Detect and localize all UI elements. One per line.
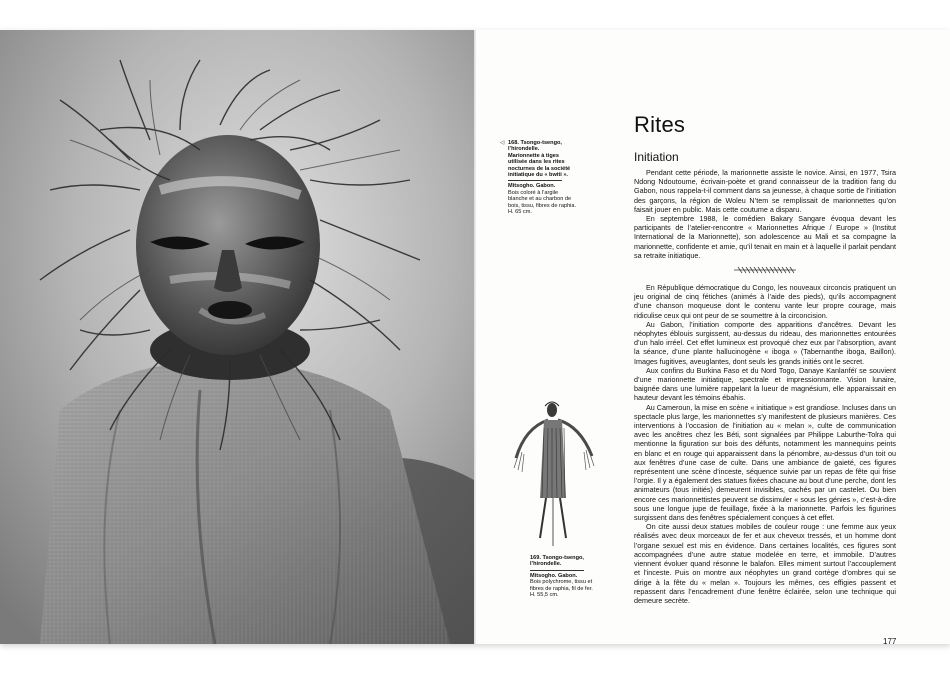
puppet-illustration (0, 30, 474, 644)
paragraph: Aux confins du Burkina Faso et du Nord Togo, Danaye Kanlanféï se souvient d’une marionnette initiatique, spectrale et impressionnante. Vision lunaire, baignée dans une lumière rappelant la lueur de magnésium, elle apparaissait en hauteur devant les témoins ébahis. (634, 365, 896, 403)
caption-168-rule (508, 180, 562, 181)
caption-169-title: 169. Tsongo-tsengo, l’hirondelle. (530, 555, 584, 568)
body-text-top (634, 168, 896, 260)
ornament-divider (732, 266, 798, 274)
paragraph: Au Gabon, l’initiation comporte des apparitions d’ancêtres. Devant les néophytes éblouis surgissent, au-dessus du rideau, des marionnettes entourées d’un halo irréel. Cet effet lumineux est provoqué chez eux par l’absorption, avant la séance, d’une plante hallucinogène « iboga » (Tabernanthe iboga, Baillon). Images fugitives, aveuglantes, dont seuls les grands initiés ont le secret. (634, 319, 896, 366)
section-title: Rites (634, 112, 686, 137)
left-page (0, 30, 476, 644)
caption-168 (500, 140, 578, 216)
small-puppet-illustration (510, 398, 600, 548)
page-number: 177 (883, 637, 897, 646)
caption-169-height: H. 55,5 cm. (530, 592, 559, 599)
puppet-photo-small (510, 398, 600, 548)
paragraph: Pendant cette période, la marionnette assiste le novice. Ainsi, en 1977, Tsira Ndong Ndoutoume, écrivain-poète et grand connaisseur de la tradition fang du Gabon, nous rappela-t-il comment dans sa jeunesse, à chaque sortie de l’initiation des garçons, la région de Woleu N’tem se remplissait de marionnettes qu’on faisait jouer en public. Mais cette coutume a disparu. (634, 168, 896, 214)
caption-169-rule (530, 570, 584, 571)
caption-168-materials: Bois coloré à l’argile blanche et au charbon de bois, tissu, fibres de raphia. (508, 189, 577, 209)
paragraph: Au Cameroun, la mise en scène « initiatique » est grandiose. Incluses dans un spectacle plus large, les marionnettes s’y manifestent de plusieurs manières. Ces interventions à l’occasion de l’initiation au « melan », culte de communication avec les ancêtres chez les Béti, sont signalées par Philippe Laburthe-Tolra qui mentionne la figuration sur bois des défunts, notamment les mannequins peints en blanc et en rouge qui apparaissent dans la pénombre, au-dessus d’un toit ou aux fenêtres d’une case de culte. Dans une ambiance de gaieté, ces figures représentent une scène d’inceste, séquence suivie par un repas de fête qui frise l’orgie. Il y a également des statues fixées chacune au bout d’une perche, dont les animateurs (tous initiés) demeurent invisibles, cachés par un castelet. Ou bien encore ces marionnettistes peuvent se dissimuler « sous les génies », c’est-à-dire sous une longue jupe de feuillage, fixée à la marionnette. Parfois les figurines surgissent dans des fenêtres spécialement conçues à cet effet. (634, 402, 896, 523)
section-subtitle: Initiation (634, 150, 679, 164)
caption-169 (530, 555, 604, 598)
caption-168-desc: Marionnette à tiges utilisée dans les rites nocturnes de la société initiatique du « bwiti ». (508, 152, 571, 179)
caption-169-materials: Bois polychrome, tissu et fibres de raphia, fil de fer. (530, 579, 593, 592)
paragraph: On cite aussi deux statues mobiles de couleur rouge : une femme aux yeux réalisés avec deux morceaux de fer et aux cheveux tressés, et un homme dont l’organe sexuel est mis en évidence. Dans certaines localités, ces figures sont accompagnées d’une autre statue modelée en terre, et immobile. D’autres viennent évoluer quand résonne le balafon. Elles miment surtout l’accouplement et l’inceste. Puis on montre aux néophytes un grand cortège d’ombres qui se dirige à la fête du « melan ». Toujours les mêmes, ces effigies passent et repassent dans l’encadrement d’une fenêtre éclairée, selon une technique qui demeure secrète. (634, 522, 896, 605)
caption-168-height: H. 65 cm. (508, 209, 532, 216)
caption-arrow-icon: ◁ (500, 140, 505, 146)
book-spread (0, 30, 950, 644)
caption-169-origin: Mitsogho. Gabon. (530, 572, 578, 579)
body-text-bottom (634, 283, 896, 605)
paragraph: En septembre 1988, le comédien Bakary Sangare évoqua devant les participants de l’atelier-rencontre « Marionnettes Afrique / Europe » (Institut International de la Marionnette), son adolescence au Mali et sa compagne la marionnette, confidente et amie, qu’il tenait en main et à laquelle il parlait pendant sa retraite initiatique. (634, 214, 896, 260)
puppet-photo-large (0, 30, 474, 644)
caption-168-origin: Mitsogho. Gabon. (508, 183, 556, 190)
caption-168-title: 168. Tsongo-tsengo, l’hirondelle. (508, 140, 562, 153)
paragraph: En République démocratique du Congo, les nouveaux circoncis pratiquent un jeu original de cinq fétiches (animés à l’aide des pieds), qu’ils accompagnent d’une chanson moqueuse dont le contenu vante leur propre courage, mais ridiculise ceux qui ont peur de se soumettre à la circoncision. (634, 283, 896, 320)
